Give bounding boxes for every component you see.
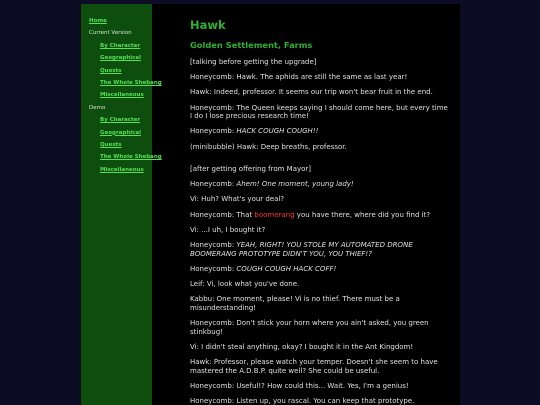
nav-home-link[interactable]: Home <box>89 18 107 24</box>
page-subtitle: Golden Settlement, Farms <box>190 40 313 50</box>
speaker-text: Honeycomb: <box>190 264 237 273</box>
italic-text: YEAH, RIGHT! YOU STOLE MY AUTOMATED DRONE BOOMERANG PROTOTYPE DIDN'T YOU, YOU THIEF!? <box>190 241 413 258</box>
dialogue-line: [talking before getting the upgrade] <box>190 58 317 66</box>
dialogue-line: Kabbu: One moment, please! Vi is no thief. There must be a misunderstanding! <box>190 295 400 312</box>
dialogue-line: Honeycomb: Don't stick your horn where you ain't asked, you green stinkbug! <box>190 318 429 336</box>
section-spacer <box>190 158 460 165</box>
line-text: you have there, where did you find it? <box>294 210 431 219</box>
speaker-text: Honeycomb: <box>190 127 237 136</box>
highlight-text: boomerang <box>254 210 295 219</box>
dialogue-line: Honeycomb: Hawk. The aphids are still the same as last year! <box>190 73 408 82</box>
nav-demo-by-character[interactable]: By Character <box>100 117 141 124</box>
page-frame <box>80 4 460 405</box>
speaker-text: Honeycomb: That <box>190 210 255 219</box>
nav-demo-miscellaneous[interactable]: Miscellaneous <box>100 166 144 173</box>
italic-text: Ahem! One moment, young lady! <box>236 180 354 189</box>
dialogue-line: (minibubble) Hawk: Deep breaths, professor. <box>190 142 347 151</box>
nav-current-geographical[interactable]: Geographical <box>100 55 141 62</box>
dialogue-line: Honeycomb: Useful!? How could this... Wait. Yes, I'm a genius! <box>190 381 409 390</box>
dialogue-line: [after getting offering from Mayor] <box>190 165 312 174</box>
speaker-text: Honeycomb: <box>190 241 237 250</box>
dialogue-line <box>190 127 452 136</box>
dialogue-line: Honeycomb: Listen up, you rascal. You can keep that prototype. <box>190 396 415 405</box>
dialogue-line: Hawk: Indeed, professor. It seems our trip won't bear fruit in the end. <box>190 88 433 97</box>
dialogue-line: Vi: ...I uh, I bought it? <box>190 225 266 234</box>
nav-current-miscellaneous[interactable]: Miscellaneous <box>100 92 144 99</box>
speaker-text: Honeycomb: <box>190 180 237 189</box>
dialogue-line: Honeycomb: The Queen keeps saying I should come here, but every time I do I lose precious research time! <box>190 103 448 121</box>
nav-section-demo: Demo <box>89 104 106 111</box>
dialogue-line: Vi: I didn't steal anything, okay? I bought it in the Ant Kingdom! <box>190 342 414 351</box>
nav-current-quests[interactable]: Quests <box>100 67 122 74</box>
dialogue-line: Vi: Huh? What's your deal? <box>190 195 285 204</box>
dialogue-line <box>190 180 452 189</box>
dialogue-line: Leif: Vi, look what you've done. <box>190 280 300 289</box>
dialogue-line <box>190 211 452 220</box>
italic-text: COUGH COUGH HACK COFF! <box>236 264 337 273</box>
page-title: Hawk <box>190 18 226 32</box>
dialogue-line: Hawk: Professor, please watch your temper. Doesn't she seem to have mastered the A.D.B.P. quite well? She could be useful. <box>190 357 438 375</box>
dialogue-line <box>190 241 452 258</box>
nav-section-current-version: Current Version <box>89 30 132 37</box>
main-content <box>190 4 460 405</box>
dialogue-list <box>190 58 460 405</box>
nav-current-whole-shebang[interactable]: The Whole Shebang <box>100 80 162 87</box>
sidebar-nav <box>80 4 162 405</box>
dialogue-line <box>190 265 452 274</box>
italic-text: HACK COUGH COUGH!! <box>236 127 319 136</box>
nav-demo-geographical[interactable]: Geographical <box>100 129 141 136</box>
nav-demo-whole-shebang[interactable]: The Whole Shebang <box>100 154 162 161</box>
nav-current-by-character[interactable]: By Character <box>100 42 141 49</box>
nav-demo-quests[interactable]: Quests <box>100 142 122 149</box>
